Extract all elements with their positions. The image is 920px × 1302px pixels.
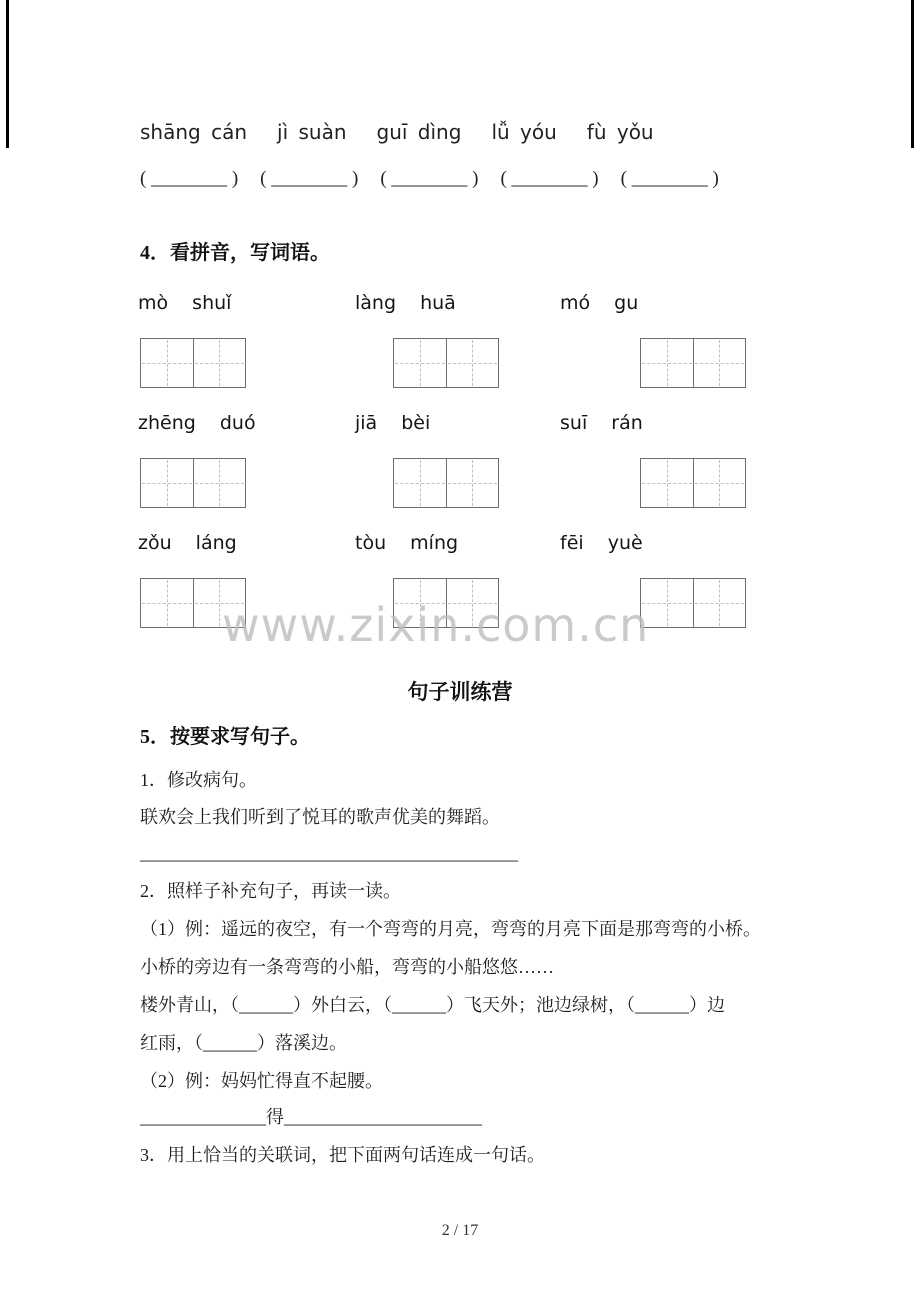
grid-cell [394, 459, 446, 507]
writing-grid [140, 458, 246, 508]
text-line: 联欢会上我们听到了悦耳的歌声优美的舞蹈。 [140, 807, 500, 827]
text-line: 红雨，（______）落溪边。 [140, 1033, 347, 1053]
text-line: 小桥的旁边有一条弯弯的小船，弯弯的小船悠悠…… [140, 957, 554, 977]
text-line: （1）例：遥远的夜空，有一个弯弯的月亮，弯弯的月亮下面是那弯弯的小桥。 [140, 919, 761, 939]
writing-grid-row [0, 338, 920, 392]
grid-cell [693, 579, 746, 627]
grid-cell [641, 459, 693, 507]
grid-cell [693, 459, 746, 507]
pinyin-label: zǒu láng [138, 532, 237, 554]
pinyin-label: suī rán [560, 412, 643, 434]
grid-cell [446, 339, 499, 387]
grid-cell [141, 579, 193, 627]
answer-blank-row [140, 168, 719, 190]
pinyin-label: mò shuǐ [138, 292, 232, 314]
pinyin-word: jì suàn [277, 120, 347, 144]
writing-grid [393, 338, 499, 388]
writing-grid [640, 338, 746, 388]
section-4-title: 4．看拼音，写词语。 [140, 242, 330, 264]
pinyin-label: mó gu [560, 292, 639, 314]
text-line: 2．照样子补充句子，再读一读。 [140, 881, 401, 901]
answer-blank: ( ________ ) [260, 168, 359, 189]
grid-cell [193, 459, 246, 507]
pinyin-word: shāng cán [140, 120, 248, 144]
grid-cell [193, 339, 246, 387]
grid-cell [394, 339, 446, 387]
grid-cell [693, 339, 746, 387]
pinyin-word: lǚ yóu [491, 120, 557, 144]
text-line: 1．修改病句。 [140, 770, 257, 790]
writing-grid [393, 458, 499, 508]
writing-grid-row [0, 458, 920, 512]
answer-blank: ( ________ ) [380, 168, 479, 189]
writing-grid [640, 578, 746, 628]
page-edge-mark-left [6, 0, 9, 148]
page-edge-mark-right [911, 0, 914, 148]
grid-cell [641, 339, 693, 387]
answer-line-blank: __________________________________________ [140, 843, 518, 863]
text-line: 楼外青山，（______）外白云，（______）飞天外；池边绿树，（______）边 [140, 995, 725, 1015]
pinyin-label: jiā bèi [355, 412, 431, 434]
writing-grid [640, 458, 746, 508]
text-line: （2）例：妈妈忙得直不起腰。 [140, 1071, 383, 1091]
sentence-section-heading: 句子训练营 [407, 680, 513, 704]
pinyin-label: tòu míng [355, 532, 459, 554]
pinyin-label: fēi yuè [560, 532, 643, 554]
watermark: www.zixin.com.cn [222, 598, 650, 652]
pinyin-word: guī dìng [376, 120, 462, 144]
pinyin-label: zhēng duó [138, 412, 256, 434]
pinyin-label: làng huā [355, 292, 456, 314]
text-line: 3．用上恰当的关联词，把下面两句话连成一句话。 [140, 1145, 545, 1165]
syllable-line [140, 120, 654, 144]
grid-cell [141, 459, 193, 507]
answer-blank: ( ________ ) [500, 168, 599, 189]
answer-line-blank: ______________得______________________ [140, 1107, 482, 1127]
section-5-title: 5．按要求写句子。 [140, 726, 310, 748]
answer-blank: ( ________ ) [620, 168, 719, 189]
answer-blank: ( ________ ) [140, 168, 239, 189]
writing-grid [140, 338, 246, 388]
page-number: 2 / 17 [441, 1222, 479, 1239]
grid-cell [141, 339, 193, 387]
grid-cell [446, 459, 499, 507]
pinyin-word: fù yǒu [586, 120, 654, 144]
